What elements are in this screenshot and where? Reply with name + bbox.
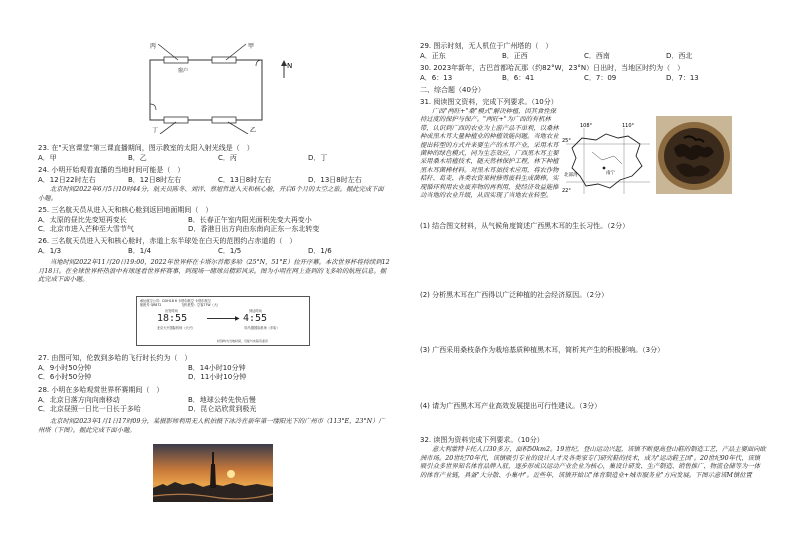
q25-stem: 25. 三名航天员从进入天和核心舱到返回地面期间（ ） [38,206,213,214]
q25-options [38,216,400,234]
q28-options [38,396,400,414]
ticket-line2: 飞机机型：空客77W（大） [181,303,221,307]
lat-22: 22° [562,188,571,194]
ray-ding [160,122,176,134]
flight-arrow [207,318,237,319]
q25-option-a[interactable]: A．太原的昼比先变短再变长 [38,216,127,224]
q25-option-b[interactable]: B．长春正午室内阳光面积先变大再变小 [188,216,312,224]
lon-110: 110° [622,123,635,129]
arrival-time: 4:55 [243,313,268,324]
passage-drone: 北京时间2023年1月1日17时09分，某摄影师利用无人机拍摄下冰冷在新年第一缕阳光下的广州市（113°E，23°N）广州塔（下图）。据此完成下面小题。 [38,418,385,434]
q24-stem: 24. 小明开始观看直播的当地时间可能是（ ） [38,166,185,174]
q30-option-a[interactable]: A．6：13 [420,74,453,82]
q30-option-c[interactable]: C．7：09 [584,74,617,82]
q27-option-a[interactable]: A．9小时50分钟 [38,364,92,372]
arrow-head-icon: ▶ [235,315,240,322]
ticket-arr-label: 到达时间 [249,309,262,313]
q26-option-a[interactable]: A．1/3 [38,247,62,255]
q23-option-d[interactable]: D．丁 [308,154,328,162]
ray-yi [228,122,248,134]
q27-option-d[interactable]: D．11小时10分钟 [188,373,247,381]
q28-option-a[interactable]: A．北京日落方向向南移动 [38,396,120,404]
q31-sub4: (4) 请为广西黑木耳产业高效发展提出可行性建议。（3分） [420,402,602,410]
q26-option-d[interactable]: D．1/6 [308,247,332,255]
q23-options [38,154,400,163]
beibu-label: 北部湾 [564,173,578,178]
q31-sub3: (3) 广西采用桑枝条作为栽培基质种植黑木耳，简析其产生的积极影响。（3分） [420,346,665,354]
q32-passage: 意大利蒙特卡托人口30多万，面积50km2。19世纪，登山运动兴起，该镇不断提高登山鞋的制造工艺，产品主要面向欧洲市场。20世纪70年代，该镇吸引专业的设计人才及各类家专门研究鞋的技术，成为"运动鞋王国"。20世纪90年代，该镇吸引众多世界知名体育品牌入驻，逐步形成以运动产业企业为核心，集设计研发、生产制造、销售推广、物流仓储等为一体的体育产业链，具备"大分散、小集中"。近些年，该镇开始以"体育制造业+城市服务业"方向发展。下图示意该M镇位置 [420,446,766,479]
q30-option-d[interactable]: D．7：13 [666,74,699,82]
q24-options [38,176,400,185]
q28-option-b[interactable]: B．地球公转先快后慢 [188,396,256,404]
passage-shenzhou: 北京时间2022年6月5日10时44分，航天员陈冬、刘洋、蔡旭哲进入天和核心舱，开启6个月的太空之旅。据此完成下面小题。 [38,186,384,202]
q27-stem: 27. 由图可知，伦敦到多哈的飞行时长约为（ ） [38,354,192,362]
q30-stem: 30. 2023年新年，古巴首都哈瓦那（约82°W，23°N）日出时，当地区时约为（ ） [420,64,685,72]
q26-option-b[interactable]: B．1/4 [128,247,152,255]
q31-passage: 广西"两旺+"桑"模式"解决种植，因其食性保持过度的保护与保产。"两旺+"为广西的有机林带，认识到广西的农业为上游产品不单利，以桑林种成黑木耳大量种植业的种植效能问题。当地农业提出转型的方式并来要生产的木耳产业，采用木耳菌种的绿色模式，同为生态效应，广西黑木耳主要采用桑木培植技术，随天然林保护工程，林下种植黑木耳菌棒材料。对黑木耳加技术应用，将农作物秸秆、葛麦、各类农资果树修剪废料生成菌棒，实现循环利用农业废弃物的再利用，使经济效益能推动当地的农业升级，从而实现了当地农业转型。 [420,108,559,200]
nanning-label: 南宁 [606,171,615,176]
q24-option-d[interactable]: D．13日8时左右 [308,176,362,184]
q23-option-a[interactable]: A．甲 [38,154,57,162]
ticket-note: 时刻均为当地时间，可能与实际有差异 [217,339,269,343]
lat-25: 25° [562,138,571,144]
q25-option-d[interactable]: D．香港日出方向由东南向正东一东北转变 [188,225,320,233]
ticket-line3: 航班号 QR872 [140,303,162,307]
label-bing: 丙 [150,43,157,50]
q28-option-d[interactable]: D．昆仑站欣赏到极光 [188,405,257,413]
arrival-place: 哈马德国际机场（多哈） [244,326,280,330]
q23-option-b[interactable]: B．乙 [128,154,147,162]
canton-tower-photo [153,444,273,502]
passage-worldcup: 当地时间2022年11月20日19:00，2022年世界杯在卡塔尔首都多哈（25°N，51°E）拉开序幕。本次世界杯将持续到12月18日。在全球世界杯热浪中有球迷看世界杯赛事，到现场一睹球员精彩风采。图为小明在网上查到的飞多哈的航班信息。据此完成下面小题。 [38,259,390,283]
q29-option-d[interactable]: D．西北 [666,52,693,60]
q24-option-a[interactable]: A．12日22时左右 [38,176,96,184]
guangxi-map [562,122,652,198]
q24-option-b[interactable]: B．12日8时左右 [128,176,182,184]
q25-option-c[interactable]: C．北京市进入芒种至大雪节气 [38,225,134,233]
q27-option-c[interactable]: C．6小时50分钟 [38,373,92,381]
departure-place: 北京大兴国际机场（大兴） [156,326,196,330]
q31-stem: 31. 阅读图文资料，完成下列要求。（10分） [420,98,558,106]
q31-sub2: (2) 分析黑木耳在广西得以广泛种植的社会经济原因。（2分） [420,291,609,299]
departure-time: 18:55 [157,313,188,324]
q24-option-c[interactable]: C．13日8时左右 [218,176,272,184]
q26-stem: 26. 三名航天员进入天和核心舱时，赤道上东半球处在白天的范围约占赤道的（ ） [38,237,297,245]
north-label: N [287,62,293,70]
q26-option-c[interactable]: C．1/5 [218,247,242,255]
q31-sub1: (1) 结合图文材料，从气候角度简述广西黑木耳的生长习性。（2分） [420,222,630,230]
q29-option-a[interactable]: A．正东 [420,52,446,60]
label-jia: 甲 [248,43,255,50]
ticket-line1: 承运航空公司：DOH1B 6 卡塔尔航空 卡塔尔航空 [140,299,211,303]
black-fungus-photo [656,116,732,194]
q30-option-b[interactable]: B．6：41 [502,74,535,82]
q27-option-b[interactable]: B．14小时10分钟 [188,364,246,372]
lon-108: 108° [580,123,593,129]
q32-stem: 32. 读图为资料完成下列要求。（10分） [420,436,544,444]
q30-options [420,74,770,83]
classroom-diagram [138,38,318,134]
q28-option-c[interactable]: C．北京昼照一日比一日长于多哈 [38,405,141,413]
label-ding: 丁 [152,127,159,134]
q23-option-c[interactable]: C．丙 [218,154,237,162]
q29-option-b[interactable]: B．正西 [502,52,528,60]
q27-options [38,364,400,382]
q26-options [38,247,400,256]
q29-stem: 29. 图示时刻，无人机位于广州塔的（ ） [420,42,553,50]
label-yi: 乙 [250,127,257,134]
flight-ticket [136,296,310,346]
label-window: 窗户 [178,68,189,74]
q29-option-c[interactable]: C．西南 [584,52,610,60]
q28-stem: 28. 小明在多哈观赏世界杯赛期间（ ） [38,386,164,394]
q29-options [420,52,770,61]
ticket-dep-label: 出发时间 [165,309,178,313]
section2-heading: 二、综合题（40分） [420,86,485,94]
q23-stem: 23. 在"天宫课堂"第三课直播期间，图示教室的太阳入射光线是（ ） [38,144,254,152]
